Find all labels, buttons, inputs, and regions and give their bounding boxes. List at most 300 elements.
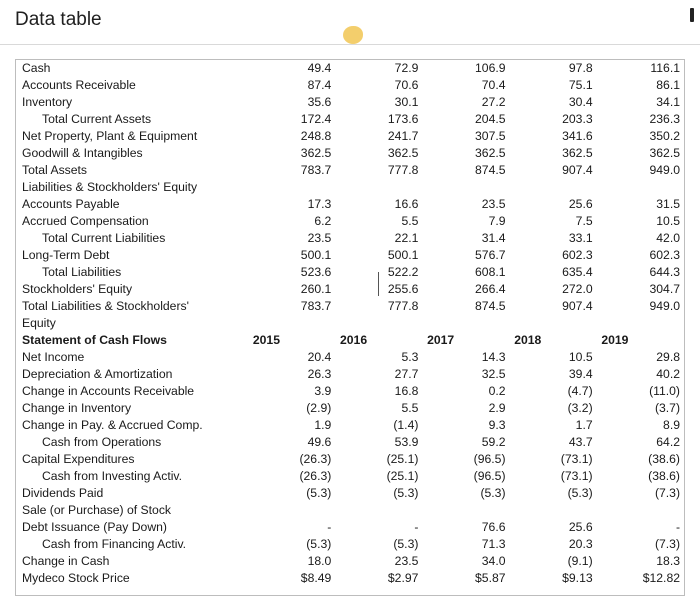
value-cell: 76.6 [481, 520, 506, 534]
year-spacer-cell [335, 451, 369, 468]
year-spacer-cell [335, 502, 369, 519]
row-label: Total Current Liabilities [42, 231, 166, 245]
value-cell [630, 502, 684, 519]
year-header: 2015 [252, 333, 280, 347]
year-spacer-cell [422, 179, 456, 196]
value-cell: 362.5 [562, 146, 593, 160]
value-cell: 71.3 [481, 537, 506, 551]
value-cell [630, 179, 684, 196]
year-spacer-cell [248, 128, 282, 145]
year-spacer-cell [335, 60, 369, 77]
highlight-blob-icon [343, 26, 363, 44]
year-spacer-cell [248, 298, 282, 315]
year-spacer-cell [422, 468, 456, 485]
value-cell: 116.1 [650, 61, 680, 75]
year-spacer-cell [597, 230, 631, 247]
year-spacer-cell [510, 196, 544, 213]
value-cell: 523.6 [300, 265, 332, 279]
value-cell: (4.7) [567, 384, 593, 398]
row-label: Cash [22, 61, 51, 75]
year-spacer-cell [422, 128, 456, 145]
row-label: Total Current Assets [42, 112, 152, 126]
year-spacer-cell [335, 468, 369, 485]
year-spacer-cell [335, 417, 369, 434]
value-cell: 26.3 [307, 367, 332, 381]
year-spacer-cell [335, 553, 369, 570]
year-spacer-cell [335, 196, 369, 213]
value-cell [282, 315, 335, 332]
table-row [16, 128, 684, 145]
value-cell: (5.3) [393, 537, 419, 551]
value-cell: (26.3) [299, 469, 332, 483]
row-label: Goodwill & Intangibles [22, 146, 143, 160]
year-spacer-cell [422, 315, 456, 332]
value-cell: (1.4) [393, 418, 419, 432]
value-cell: 25.6 [568, 520, 593, 534]
year-spacer-cell [597, 128, 631, 145]
year-spacer-cell [510, 60, 544, 77]
year-spacer-cell [422, 60, 456, 77]
year-spacer-cell [335, 179, 369, 196]
value-cell: 236.3 [649, 112, 680, 126]
year-spacer-cell [510, 247, 544, 264]
row-label: Net Income [22, 350, 85, 364]
year-spacer-cell [510, 264, 544, 281]
year-spacer-cell [248, 383, 282, 400]
table-row [16, 570, 684, 587]
value-cell [369, 315, 422, 332]
year-spacer-cell [422, 196, 456, 213]
value-cell: 173.6 [387, 112, 419, 126]
year-spacer-cell [335, 349, 369, 366]
value-cell: 40.2 [656, 367, 680, 381]
value-cell: 907.4 [562, 163, 593, 177]
year-spacer-cell [335, 315, 369, 332]
row-label: Capital Expenditures [22, 452, 135, 466]
year-spacer-cell [335, 247, 369, 264]
value-cell: $5.87 [475, 571, 506, 585]
value-cell: 362.5 [475, 146, 506, 160]
value-cell [369, 179, 422, 196]
value-cell: 86.1 [656, 78, 680, 92]
value-cell: 635.4 [562, 265, 593, 279]
year-spacer-cell [422, 451, 456, 468]
table-row [16, 77, 684, 94]
value-cell: 7.9 [488, 214, 506, 228]
value-cell [282, 502, 335, 519]
value-cell: (96.5) [473, 469, 506, 483]
year-spacer-cell [248, 536, 282, 553]
text-cursor [378, 272, 379, 296]
header-spacer-cell [282, 332, 335, 349]
value-cell: 29.8 [656, 350, 680, 364]
value-cell: 106.9 [475, 61, 506, 75]
year-spacer-cell [335, 128, 369, 145]
year-header: 2017 [427, 333, 455, 347]
table-row [16, 451, 684, 468]
value-cell: 341.6 [562, 129, 593, 143]
value-cell: 907.4 [562, 299, 593, 313]
year-spacer-cell [335, 77, 369, 94]
year-spacer-cell [335, 145, 369, 162]
table-row [16, 400, 684, 417]
row-label: Accounts Payable [22, 197, 120, 211]
year-spacer-cell [248, 196, 282, 213]
value-cell: 6.2 [314, 214, 332, 228]
value-cell: (96.5) [473, 452, 506, 466]
year-spacer-cell [510, 111, 544, 128]
year-spacer-cell [597, 519, 631, 536]
value-cell: 23.5 [307, 231, 332, 245]
value-cell: 33.1 [568, 231, 593, 245]
year-spacer-cell [248, 400, 282, 417]
year-spacer-cell [510, 485, 544, 502]
row-label: Accounts Receivable [22, 78, 136, 92]
year-spacer-cell [335, 94, 369, 111]
value-cell: 307.5 [475, 129, 506, 143]
minimize-icon[interactable] [690, 8, 694, 22]
value-cell: 75.1 [568, 78, 593, 92]
value-cell: 17.3 [307, 197, 332, 211]
table-row [16, 196, 684, 213]
value-cell: 783.7 [300, 299, 332, 313]
year-spacer-cell [510, 468, 544, 485]
value-cell: 874.5 [475, 299, 506, 313]
year-spacer-cell [597, 366, 631, 383]
year-spacer-cell [597, 485, 631, 502]
table-row [16, 60, 684, 77]
year-spacer-cell [422, 111, 456, 128]
value-cell: 70.6 [394, 78, 419, 92]
year-spacer-cell [422, 145, 456, 162]
year-spacer-cell [248, 264, 282, 281]
table-row [16, 230, 684, 247]
year-spacer-cell [248, 349, 282, 366]
year-spacer-cell [597, 383, 631, 400]
year-spacer-cell [597, 111, 631, 128]
year-spacer-cell [335, 281, 369, 298]
value-cell: (9.1) [567, 554, 593, 568]
header-spacer-cell [630, 332, 684, 349]
value-cell: 241.7 [387, 129, 419, 143]
row-label: Debt Issuance (Pay Down) [22, 520, 167, 534]
year-spacer-cell [422, 94, 456, 111]
value-cell: $12.82 [642, 571, 680, 585]
value-cell: 7.5 [575, 214, 593, 228]
row-label: Sale (or Purchase) of Stock [22, 503, 172, 517]
value-cell: 5.5 [401, 401, 419, 415]
section-heading: Statement of Cash Flows [22, 333, 167, 347]
table-row [16, 536, 684, 553]
value-cell: (26.3) [299, 452, 332, 466]
header-spacer-cell [456, 332, 509, 349]
row-label: Stockholders' Equity [22, 282, 133, 296]
value-cell: (25.1) [386, 452, 419, 466]
year-spacer-cell [510, 128, 544, 145]
value-cell: 49.4 [307, 61, 332, 75]
value-cell [456, 315, 509, 332]
year-spacer-cell [335, 230, 369, 247]
value-cell: 350.2 [649, 129, 680, 143]
value-cell [630, 315, 684, 332]
value-cell: 10.5 [656, 214, 680, 228]
value-cell: 255.6 [387, 282, 419, 296]
value-cell: 49.6 [307, 435, 332, 449]
year-spacer-cell [335, 536, 369, 553]
year-spacer-cell [597, 468, 631, 485]
value-cell: $9.13 [562, 571, 593, 585]
year-spacer-cell [422, 264, 456, 281]
year-spacer-cell [597, 179, 631, 196]
year-spacer-cell [597, 145, 631, 162]
year-spacer-cell [510, 536, 544, 553]
data-table-frame [15, 59, 685, 596]
value-cell: 64.2 [656, 435, 680, 449]
year-spacer-cell [335, 213, 369, 230]
value-cell: 39.4 [568, 367, 593, 381]
row-label: Change in Accounts Receivable [22, 384, 195, 398]
value-cell: 172.4 [300, 112, 332, 126]
value-cell: 5.5 [401, 214, 419, 228]
row-label: Change in Inventory [22, 401, 132, 415]
value-cell: (73.1) [560, 452, 593, 466]
row-label: Cash from Financing Activ. [42, 537, 187, 551]
year-spacer-cell [597, 264, 631, 281]
year-spacer-cell [422, 417, 456, 434]
year-spacer-cell [248, 179, 282, 196]
value-cell: 362.5 [300, 146, 332, 160]
value-cell: - [675, 520, 680, 534]
year-spacer-cell [422, 502, 456, 519]
value-cell [456, 502, 509, 519]
year-spacer-cell [248, 281, 282, 298]
year-spacer-cell [335, 162, 369, 179]
table-row [16, 162, 684, 179]
value-cell: 34.1 [656, 95, 680, 109]
year-spacer-cell [510, 179, 544, 196]
table-row [16, 179, 684, 196]
value-cell: 203.3 [562, 112, 593, 126]
table-row [16, 502, 684, 519]
value-cell: 304.7 [649, 282, 680, 296]
value-cell: 14.3 [481, 350, 506, 364]
table-row [16, 383, 684, 400]
value-cell: 31.5 [656, 197, 680, 211]
value-cell: 522.2 [387, 265, 419, 279]
year-spacer-cell [335, 298, 369, 315]
value-cell: 949.0 [649, 299, 680, 313]
year-spacer-cell [248, 77, 282, 94]
year-spacer-cell [510, 281, 544, 298]
table-row [16, 366, 684, 383]
value-cell: 602.3 [649, 248, 680, 262]
table-row [16, 298, 684, 315]
year-spacer-cell [422, 349, 456, 366]
value-cell: 34.0 [481, 554, 506, 568]
value-cell: (5.3) [393, 486, 419, 500]
table-row [16, 213, 684, 230]
table-row [16, 264, 684, 281]
year-spacer-cell [510, 383, 544, 400]
data-table [16, 60, 684, 587]
value-cell: - [327, 520, 332, 534]
value-cell: 25.6 [568, 197, 593, 211]
year-spacer-cell [335, 434, 369, 451]
value-cell: 266.4 [475, 282, 506, 296]
value-cell: 272.0 [562, 282, 593, 296]
value-cell: 16.6 [394, 197, 419, 211]
value-cell: 5.3 [401, 350, 419, 364]
year-header: 2019 [601, 333, 629, 347]
year-spacer-cell [510, 162, 544, 179]
value-cell: 18.0 [307, 554, 332, 568]
year-spacer-cell [510, 349, 544, 366]
value-cell: 23.5 [481, 197, 506, 211]
year-spacer-cell [248, 230, 282, 247]
year-spacer-cell [597, 196, 631, 213]
year-spacer-cell [422, 162, 456, 179]
year-spacer-cell [510, 315, 544, 332]
year-spacer-cell [248, 60, 282, 77]
row-label: Equity [22, 316, 56, 330]
year-spacer-cell [422, 383, 456, 400]
cash-flow-header-row [16, 332, 684, 349]
year-spacer-cell [510, 451, 544, 468]
value-cell: (38.6) [648, 452, 680, 466]
value-cell: 204.5 [475, 112, 506, 126]
year-spacer-cell [422, 519, 456, 536]
year-spacer-cell [248, 553, 282, 570]
value-cell: 777.8 [387, 163, 419, 177]
year-spacer-cell [510, 94, 544, 111]
year-spacer-cell [335, 519, 369, 536]
value-cell: 8.9 [663, 418, 680, 432]
year-spacer-cell [597, 400, 631, 417]
value-cell: 1.7 [575, 418, 593, 432]
year-spacer-cell [248, 366, 282, 383]
value-cell: 30.4 [568, 95, 593, 109]
value-cell: (38.6) [648, 469, 680, 483]
value-cell: 18.3 [656, 554, 680, 568]
year-spacer-cell [248, 451, 282, 468]
year-spacer-cell [597, 247, 631, 264]
value-cell: (7.3) [654, 486, 680, 500]
value-cell: 362.5 [387, 146, 419, 160]
year-spacer-cell [335, 366, 369, 383]
year-spacer-cell [510, 145, 544, 162]
year-spacer-cell [597, 60, 631, 77]
year-spacer-cell [597, 434, 631, 451]
value-cell: 260.1 [300, 282, 332, 296]
year-spacer-cell [248, 111, 282, 128]
year-spacer-cell [597, 451, 631, 468]
year-spacer-cell [422, 247, 456, 264]
value-cell: 602.3 [562, 248, 593, 262]
year-spacer-cell [248, 468, 282, 485]
table-row [16, 247, 684, 264]
table-row [16, 468, 684, 485]
value-cell: 362.5 [649, 146, 680, 160]
year-spacer-cell [510, 77, 544, 94]
value-cell: 1.9 [314, 418, 332, 432]
row-label: Total Assets [22, 163, 88, 177]
value-cell: 43.7 [568, 435, 593, 449]
value-cell [456, 179, 509, 196]
value-cell: 783.7 [300, 163, 332, 177]
year-spacer-cell [422, 366, 456, 383]
value-cell: 576.7 [475, 248, 506, 262]
year-spacer-cell [510, 366, 544, 383]
year-spacer-cell [510, 502, 544, 519]
year-spacer-cell [422, 536, 456, 553]
year-spacer-cell [597, 315, 631, 332]
value-cell: 23.5 [394, 554, 419, 568]
year-spacer-cell [422, 281, 456, 298]
year-spacer-cell [422, 400, 456, 417]
table-row [16, 281, 684, 298]
year-spacer-cell [510, 400, 544, 417]
value-cell: 22.1 [394, 231, 419, 245]
year-spacer-cell [597, 502, 631, 519]
value-cell: 53.9 [394, 435, 419, 449]
year-spacer-cell [422, 213, 456, 230]
row-label: Cash from Investing Activ. [42, 469, 182, 483]
value-cell: 3.9 [314, 384, 332, 398]
year-spacer-cell [335, 264, 369, 281]
row-label: Depreciation & Amortization [22, 367, 173, 381]
window-titlebar [0, 0, 700, 45]
value-cell: 16.8 [394, 384, 419, 398]
window-title: Data table [15, 9, 102, 30]
year-spacer-cell [248, 502, 282, 519]
year-spacer-cell [510, 417, 544, 434]
year-spacer-cell [248, 417, 282, 434]
value-cell: 2.9 [488, 401, 506, 415]
value-cell: 20.3 [568, 537, 593, 551]
value-cell: - [414, 520, 419, 534]
value-cell: (5.3) [567, 486, 593, 500]
year-spacer-cell [597, 77, 631, 94]
year-spacer-cell [422, 230, 456, 247]
year-spacer-cell [248, 94, 282, 111]
year-spacer-cell [335, 400, 369, 417]
value-cell: (11.0) [649, 384, 680, 398]
table-row [16, 94, 684, 111]
table-row [16, 111, 684, 128]
value-cell: 42.0 [656, 231, 680, 245]
value-cell: 27.7 [394, 367, 419, 381]
year-spacer-cell [248, 162, 282, 179]
year-spacer-cell [597, 536, 631, 553]
row-label: Liabilities & Stockholders' Equity [22, 180, 198, 194]
year-spacer-cell [422, 434, 456, 451]
year-spacer-cell [248, 570, 282, 587]
value-cell [369, 502, 422, 519]
value-cell: (3.7) [654, 401, 680, 415]
value-cell [282, 179, 335, 196]
row-label: Total Liabilities [42, 265, 122, 279]
value-cell: 35.6 [307, 95, 332, 109]
table-row [16, 519, 684, 536]
year-spacer-cell [335, 111, 369, 128]
year-spacer-cell [248, 434, 282, 451]
value-cell: 70.4 [481, 78, 506, 92]
value-cell: (3.2) [567, 401, 593, 415]
row-label: Mydeco Stock Price [22, 571, 130, 585]
year-spacer-cell [597, 281, 631, 298]
row-label: Inventory [22, 95, 73, 109]
table-row [16, 553, 684, 570]
